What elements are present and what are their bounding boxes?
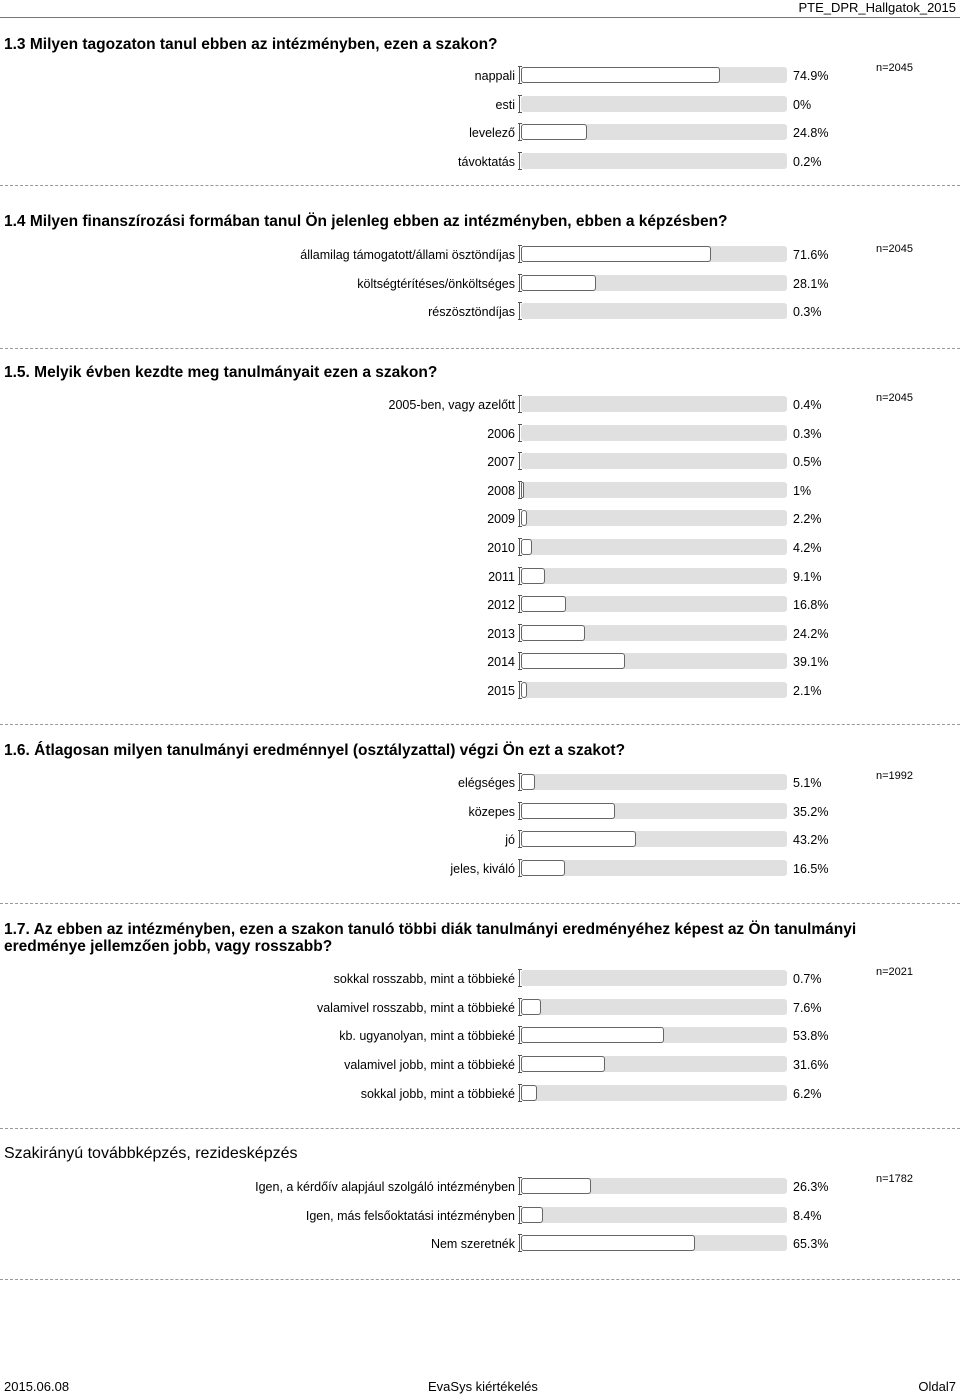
bar-fill: [521, 596, 566, 612]
answer-label: 2014: [487, 655, 515, 669]
answer-row: [0, 245, 960, 267]
bar-track: [521, 831, 787, 847]
question-title: 1.7. Az ebben az intézményben, ezen a szakon tanuló többi diák tanulmányi eredményéhez képest az Ön tanulmányi eredménye jellemzően jobb, vagy rosszabb?: [4, 921, 857, 955]
answer-row: [0, 1084, 960, 1106]
bar-track: [521, 653, 787, 669]
answer-label: jeles, kiváló: [450, 862, 515, 876]
answer-row: [0, 509, 960, 531]
answer-label: távoktatás: [458, 155, 515, 169]
bar-track: [521, 153, 787, 169]
percent-value: 7.6%: [793, 1001, 822, 1015]
answer-row: [0, 302, 960, 324]
percent-value: 71.6%: [793, 248, 829, 262]
percent-value: 28.1%: [793, 277, 829, 291]
answer-label: valamivel jobb, mint a többieké: [344, 1058, 515, 1072]
answer-row: [0, 595, 960, 617]
percent-value: 9.1%: [793, 570, 822, 584]
answer-row: [0, 1177, 960, 1199]
bar-fill: [521, 682, 527, 698]
answer-label: költségtérítéses/önköltséges: [357, 277, 515, 291]
bar-fill: [521, 1235, 695, 1251]
bar-start-marker: [518, 95, 522, 113]
percent-value: 2.1%: [793, 684, 822, 698]
bar-track: [521, 970, 787, 986]
bar-start-marker: [518, 969, 522, 987]
bar-fill: [521, 803, 615, 819]
bar-fill: [521, 539, 532, 555]
answer-row: [0, 998, 960, 1020]
answer-label: elégséges: [458, 776, 515, 790]
percent-value: 0.5%: [793, 455, 822, 469]
answer-row: [0, 1026, 960, 1048]
bar-track: [521, 275, 787, 291]
answer-label: részösztöndíjas: [428, 305, 515, 319]
percent-value: 43.2%: [793, 833, 829, 847]
answer-row: [0, 152, 960, 174]
bar-track: [521, 999, 787, 1015]
answer-label: Igen, más felsőoktatási intézményben: [305, 1209, 515, 1223]
bar-fill: [521, 510, 527, 526]
answer-label: sokkal rosszabb, mint a többieké: [333, 972, 515, 986]
bar-track: [521, 124, 787, 140]
bar-track: [521, 1207, 787, 1223]
answer-label: 2007: [487, 455, 515, 469]
bar-fill: [521, 625, 585, 641]
bar-track: [521, 682, 787, 698]
answer-row: [0, 1055, 960, 1077]
bar-track: [521, 482, 787, 498]
question-title: 1.6. Átlagosan milyen tanulmányi eredménnyel (osztályzattal) végzi Ön ezt a szakot?: [4, 742, 626, 759]
answer-label: valamivel rosszabb, mint a többieké: [316, 1001, 515, 1015]
bar-track: [521, 625, 787, 641]
answer-label: 2006: [487, 427, 515, 441]
answer-row: [0, 969, 960, 991]
bar-track: [521, 803, 787, 819]
bar-fill: [521, 124, 587, 140]
section-divider: [0, 1128, 960, 1130]
answer-label: Igen, a kérdőív alapjául szolgáló intézményben: [255, 1180, 515, 1194]
question-title: Szakirányú továbbképzés, rezidesképzés: [4, 1145, 298, 1162]
answer-row: [0, 395, 960, 417]
answer-label: 2012: [487, 598, 515, 612]
answer-label: kb. ugyanolyan, mint a többieké: [339, 1029, 515, 1043]
bar-fill: [521, 1056, 605, 1072]
bar-fill: [521, 1207, 543, 1223]
percent-value: 39.1%: [793, 655, 829, 669]
answer-row: [0, 773, 960, 795]
footer-center: EvaSys kiértékelés: [428, 1379, 538, 1394]
bar-fill: [521, 1027, 664, 1043]
bar-track: [521, 1027, 787, 1043]
percent-value: 74.9%: [793, 69, 829, 83]
answer-row: [0, 624, 960, 646]
bar-fill: [521, 1085, 537, 1101]
question-title: 1.5. Melyik évben kezdte meg tanulmányait ezen a szakon?: [4, 364, 438, 381]
question-title: 1.3 Milyen tagozaton tanul ebben az intézményben, ezen a szakon?: [4, 36, 498, 53]
sample-size-label: n=2045: [876, 243, 914, 255]
bar-track: [521, 568, 787, 584]
answer-row: [0, 424, 960, 446]
answer-label: közepes: [468, 805, 515, 819]
bar-start-marker: [518, 452, 522, 470]
bar-track: [521, 596, 787, 612]
bar-track: [521, 510, 787, 526]
bar-fill: [521, 831, 636, 847]
footer-page: Oldal7: [918, 1379, 956, 1394]
section-divider: [0, 348, 960, 350]
answer-row: [0, 1206, 960, 1228]
percent-value: 0.3%: [793, 427, 822, 441]
bar-track: [521, 396, 787, 412]
answer-label: 2008: [487, 484, 515, 498]
bar-start-marker: [518, 424, 522, 442]
header-rule: [0, 17, 960, 18]
answer-row: [0, 859, 960, 881]
bar-start-marker: [518, 152, 522, 170]
percent-value: 53.8%: [793, 1029, 829, 1043]
percent-value: 8.4%: [793, 1209, 822, 1223]
bar-fill: [521, 67, 720, 83]
answer-row: [0, 66, 960, 88]
percent-value: 35.2%: [793, 805, 829, 819]
header-title: PTE_DPR_Hallgatok_2015: [798, 0, 956, 15]
percent-value: 16.8%: [793, 598, 829, 612]
percent-value: 6.2%: [793, 1087, 822, 1101]
bar-track: [521, 1178, 787, 1194]
answer-row: [0, 538, 960, 560]
sample-size-label: n=1992: [876, 770, 914, 782]
answer-row: [0, 652, 960, 674]
answer-row: [0, 681, 960, 703]
answer-label: Nem szeretnék: [430, 1237, 515, 1251]
bar-track: [521, 860, 787, 876]
percent-value: 24.2%: [793, 627, 829, 641]
bar-fill: [521, 999, 541, 1015]
bar-fill: [521, 860, 565, 876]
answer-label: 2009: [487, 512, 515, 526]
percent-value: 65.3%: [793, 1237, 829, 1251]
answer-label: államilag támogatott/állami ösztöndíjas: [300, 248, 515, 262]
answer-label: 2010: [487, 541, 515, 555]
sample-size-label: n=2045: [876, 392, 914, 404]
footer-date: 2015.06.08: [4, 1379, 70, 1394]
bar-track: [521, 67, 787, 83]
bar-fill: [521, 653, 625, 669]
percent-value: 31.6%: [793, 1058, 829, 1072]
section-divider: [0, 903, 960, 905]
sample-size-label: n=2045: [876, 62, 914, 74]
percent-value: 1%: [793, 484, 812, 498]
answer-row: [0, 802, 960, 824]
percent-value: 0.3%: [793, 305, 822, 319]
percent-value: 24.8%: [793, 126, 829, 140]
section-divider: [0, 185, 960, 187]
bar-track: [521, 96, 787, 112]
section-divider: [0, 724, 960, 726]
answer-label: 2013: [487, 627, 515, 641]
bar-track: [521, 303, 787, 319]
percent-value: 5.1%: [793, 776, 822, 790]
answer-label: 2011: [488, 570, 515, 584]
bar-track: [521, 1085, 787, 1101]
answer-row: [0, 830, 960, 852]
sample-size-label: n=2021: [876, 966, 914, 978]
percent-value: 0.4%: [793, 398, 822, 412]
answer-row: [0, 567, 960, 589]
answer-label: 2015: [487, 684, 515, 698]
answer-row: [0, 274, 960, 296]
bar-fill: [521, 774, 535, 790]
answer-label: levelező: [469, 126, 515, 140]
bar-track: [521, 246, 787, 262]
answer-row: [0, 481, 960, 503]
bar-track: [521, 1056, 787, 1072]
percent-value: 16.5%: [793, 862, 829, 876]
answer-label: jó: [505, 833, 515, 847]
answer-row: [0, 123, 960, 145]
bar-track: [521, 774, 787, 790]
answer-label: nappali: [474, 69, 515, 83]
percent-value: 0.7%: [793, 972, 822, 986]
bar-start-marker: [518, 302, 522, 320]
bar-fill: [521, 1178, 591, 1194]
bar-start-marker: [518, 395, 522, 413]
percent-value: 4.2%: [793, 541, 822, 555]
percent-value: 0.2%: [793, 155, 822, 169]
bar-track: [521, 453, 787, 469]
answer-row: [0, 95, 960, 117]
sample-size-label: n=1782: [876, 1173, 914, 1185]
answer-row: [0, 1234, 960, 1256]
answer-label: esti: [495, 98, 515, 112]
percent-value: 0%: [793, 98, 812, 112]
answer-label: 2005-ben, vagy azelőtt: [388, 398, 515, 412]
bar-fill: [521, 275, 596, 291]
answer-row: [0, 452, 960, 474]
bar-track: [521, 539, 787, 555]
bar-fill: [521, 482, 524, 498]
percent-value: 2.2%: [793, 512, 822, 526]
bar-fill: [521, 568, 545, 584]
question-title: 1.4 Milyen finanszírozási formában tanul Ön jelenleg ebben az intézményben, ebben a képzésben?: [4, 213, 728, 230]
answer-label: sokkal jobb, mint a többieké: [360, 1087, 515, 1101]
percent-value: 26.3%: [793, 1180, 829, 1194]
bar-track: [521, 1235, 787, 1251]
bar-track: [521, 425, 787, 441]
section-divider: [0, 1279, 960, 1281]
bar-fill: [521, 246, 711, 262]
